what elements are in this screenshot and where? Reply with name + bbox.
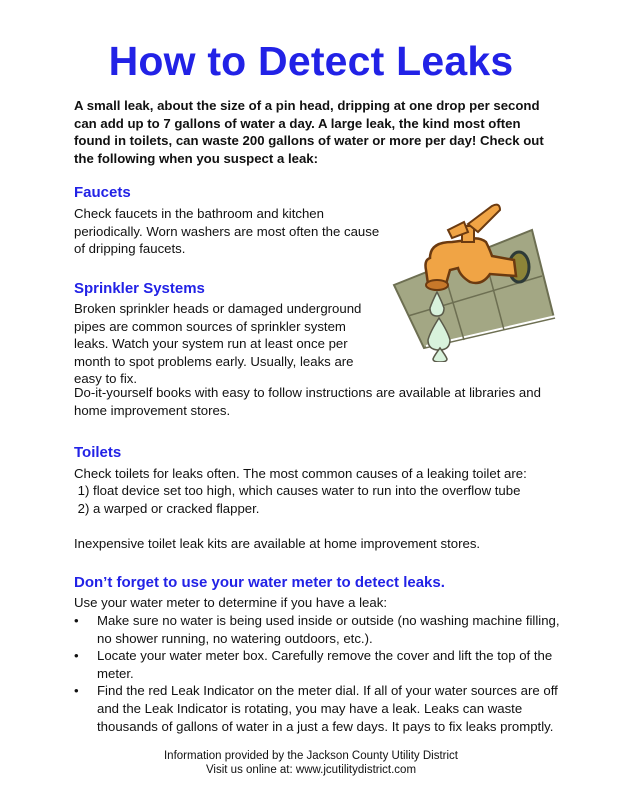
meter-steps-list (74, 612, 564, 735)
footer-website: Visit us online at: www.jcutilitydistrict.com (205, 764, 417, 776)
toilets-heading: Toilets (74, 444, 122, 461)
meter-step-text: Make sure no water is being used inside or outside (no washing machine filling, no shower running, no watering outdoors, etc.). (97, 613, 560, 646)
bullet-icon: • (74, 683, 79, 699)
toilet-cause-1: 1) float device set too high, which causes water to run into the overflow tube (74, 483, 521, 498)
faucets-body: Check faucets in the bathroom and kitchen periodically. Worn washers are most often the cause of dripping faucets. (74, 206, 380, 256)
dripping-faucet-icon (382, 190, 562, 362)
meter-heading: Don’t forget to use your water meter to detect leaks. (74, 574, 445, 591)
bullet-icon: • (74, 613, 79, 628)
meter-step-text: Find the red Leak Indicator on the meter dial. If all of your water sources are off and the Leak Indicator is rotating, you may have a leak. Leaks can waste thousands of gallons of water in a just a few days. It pays to fix leaks promptly. (97, 683, 558, 734)
diy-paragraph: Do-it-yourself books with easy to follow instructions are available at libraries and home improvement stores. (74, 385, 541, 418)
meter-step-text: Locate your water meter box. Carefully remove the cover and lift the top of the meter. (97, 648, 553, 681)
meter-step (74, 682, 564, 735)
faucets-heading: Faucets (74, 184, 131, 201)
meter-step (74, 612, 564, 647)
sprinklers-heading: Sprinkler Systems (74, 280, 205, 297)
meter-step (74, 647, 564, 682)
toilet-kits-note: Inexpensive toilet leak kits are available at home improvement stores. (74, 536, 481, 551)
toilet-cause-2: 2) a warped or cracked flapper. (74, 501, 260, 516)
meter-intro: Use your water meter to determine if you have a leak: (74, 595, 387, 610)
toilets-body: Check toilets for leaks often. The most common causes of a leaking toilet are: (74, 466, 527, 481)
page-title: How to Detect Leaks (108, 38, 514, 84)
sprinklers-body: Broken sprinkler heads or damaged underground pipes are common sources of sprinkler system leaks. Watch your system run at least once per month to spot problems early. Usually, leaks are easy to fix. (74, 301, 362, 386)
footer (0, 749, 622, 777)
footer-credit: Information provided by the Jackson County Utility District (163, 750, 458, 762)
bullet-icon: • (74, 648, 79, 664)
intro-paragraph: A small leak, about the size of a pin head, dripping at one drop per second can add up to 7 gallons of water a day. A large leak, the kind most often found in toilets, can waste 200 gallons of water or more per day! Check out the following when you suspect a leak: (74, 98, 544, 166)
